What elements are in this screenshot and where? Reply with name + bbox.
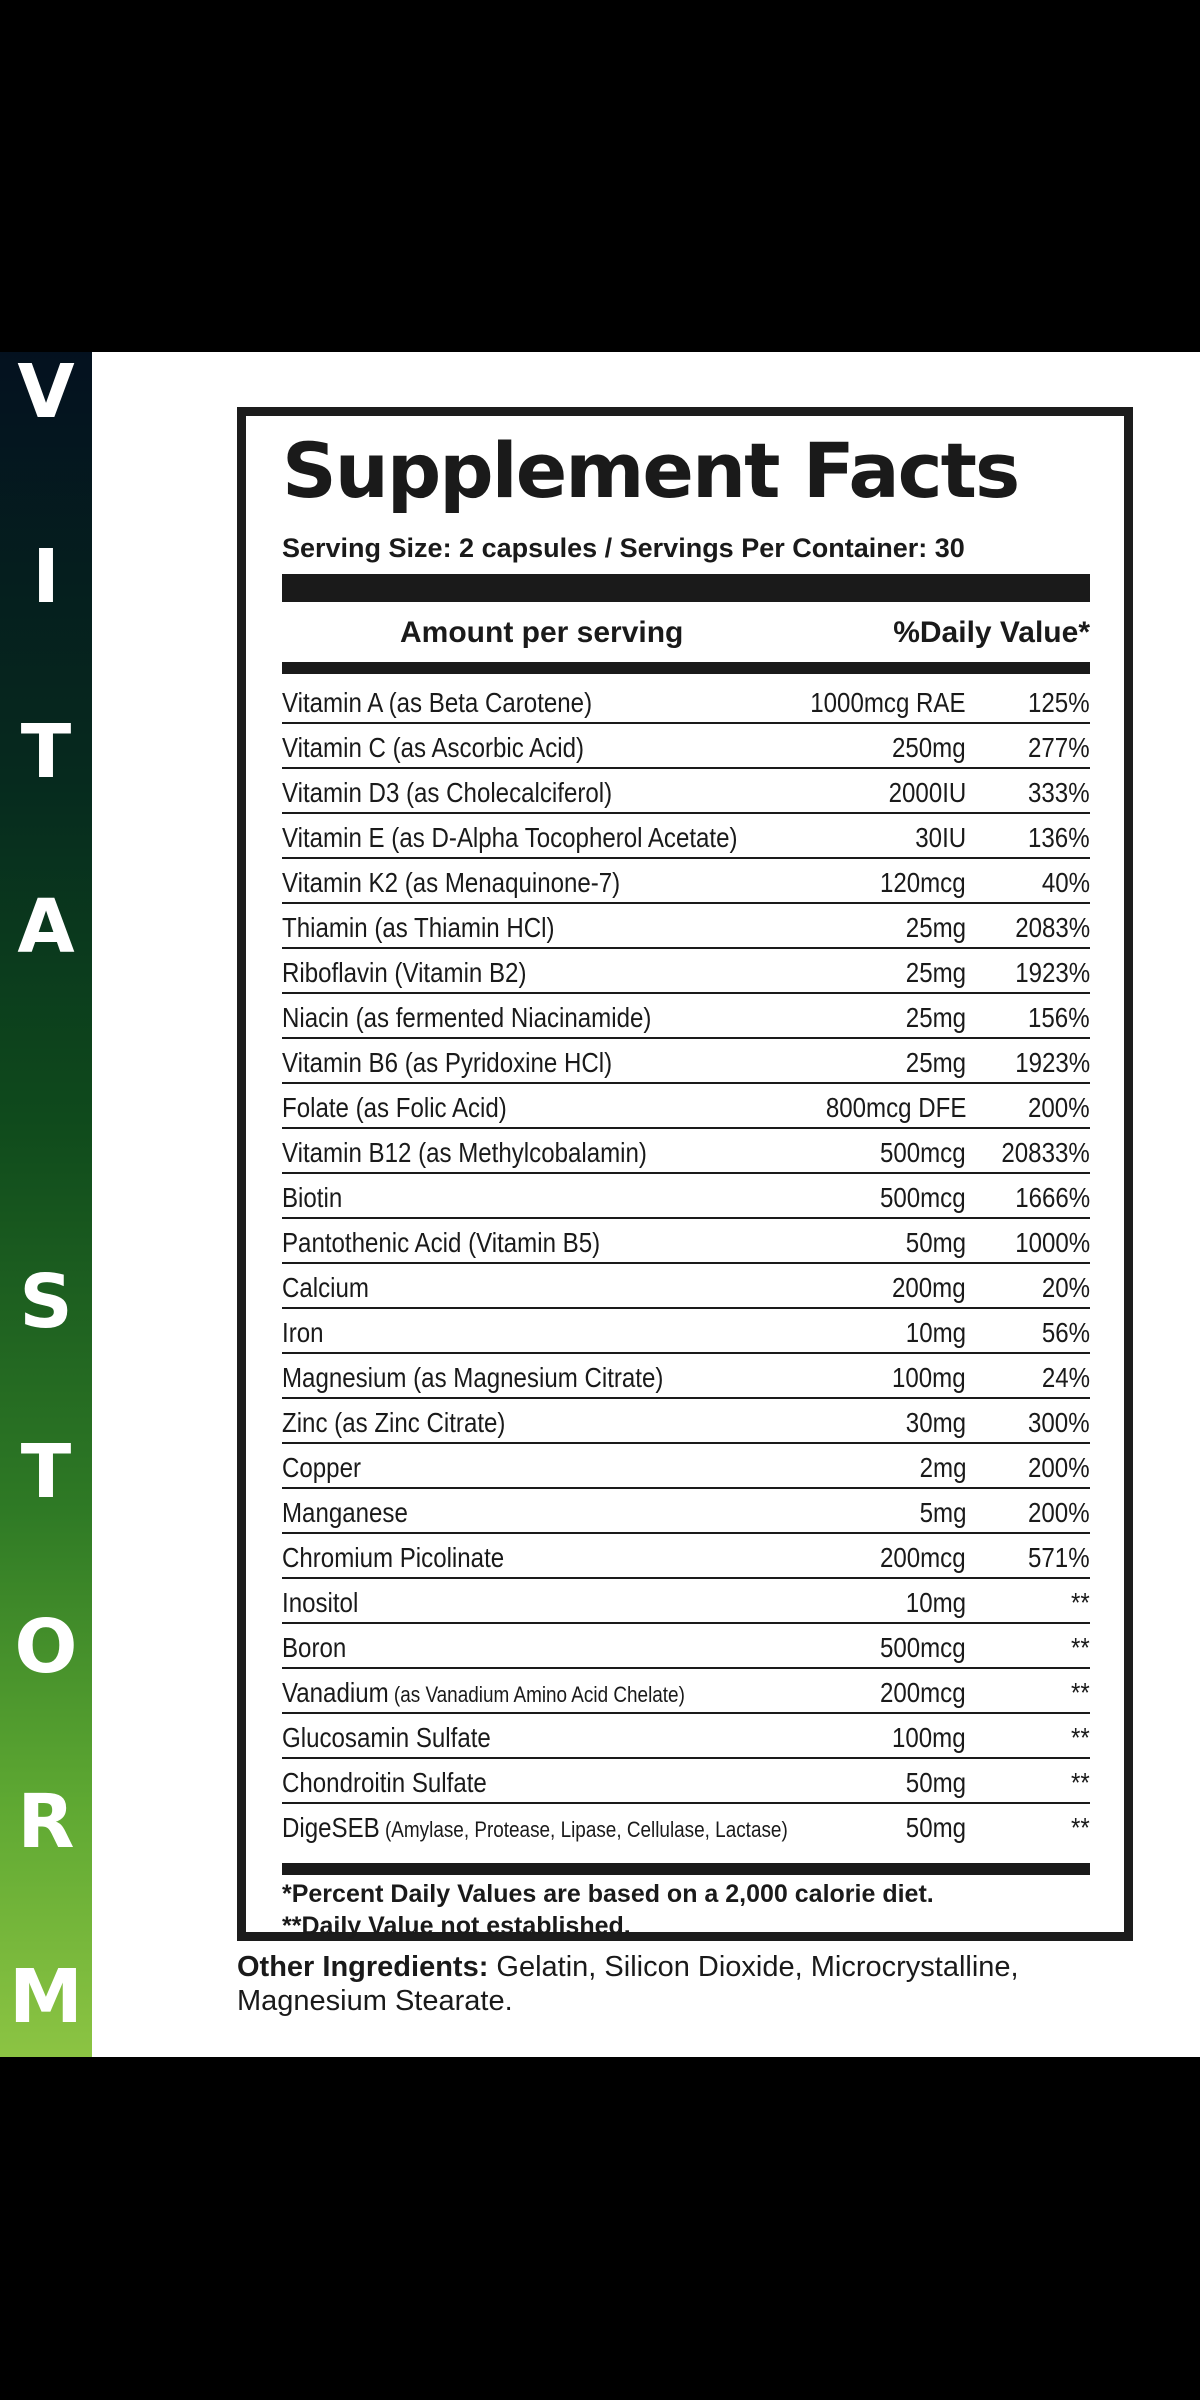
nutrient-name-main: Inositol [282,1587,359,1618]
nutrient-amount: 25mg [905,1002,966,1033]
table-header [282,606,1090,658]
nutrient-name-main: Vanadium [282,1677,389,1708]
nutrient-amount: 800mcg DFE [825,1092,966,1123]
nutrient-amount: 30IU [915,822,966,853]
nutrient-daily-value: 1923% [1015,1047,1090,1078]
brand-letter: M [9,1954,83,2040]
nutrient-amount: 50mg [905,1767,966,1798]
nutrient-name-main: DigeSEB [282,1812,380,1843]
nutrient-daily-value: 300% [1028,1407,1090,1438]
facts-title: Supplement Facts [282,426,1019,515]
nutrient-name-detail: (Amylase, Protease, Lipase, Cellulase, Lactase) [379,1817,788,1842]
nutrient-name [282,1677,685,1709]
nutrient-daily-value: 200% [1028,1092,1090,1123]
nutrient-daily-value: 56% [1041,1317,1090,1348]
nutrient-name [282,1407,505,1439]
nutrient-amount: 2000IU [888,777,966,808]
nutrient-name [282,1362,663,1394]
nutrient-amount: 1000mcg RAE [810,687,966,718]
nutrient-daily-value: ** [1071,1632,1090,1663]
other-ingredients [237,1950,1117,2018]
nutrient-daily-value: ** [1071,1812,1090,1843]
nutrient-daily-value: 156% [1028,1002,1090,1033]
nutrient-name [282,1722,491,1754]
nutrient-daily-value: ** [1071,1587,1090,1618]
nutrient-name-main: Vitamin K2 (as Menaquinone-7) [282,867,621,898]
table-row [282,1714,1090,1759]
thick-divider-top [282,574,1090,602]
nutrient-amount: 25mg [905,912,966,943]
nutrient-daily-value: ** [1071,1722,1090,1753]
supplement-facts-box [237,407,1133,1941]
footnote-daily-values: *Percent Daily Values are based on a 2,000 calorie diet. [282,1880,934,1908]
nutrient-name [282,1092,507,1124]
nutrient-amount: 30mg [905,1407,966,1438]
footnotes [282,1878,934,1942]
nutrient-daily-value: 20833% [1001,1137,1090,1168]
nutrient-daily-value: 40% [1041,867,1090,898]
nutrient-name-main: Magnesium (as Magnesium Citrate) [282,1362,664,1393]
nutrient-name-main: Calcium [282,1272,369,1303]
table-row [282,1129,1090,1174]
nutrient-daily-value: ** [1071,1767,1090,1798]
table-row [282,1759,1090,1804]
nutrient-name-main: Biotin [282,1182,343,1213]
nutrient-name-main: Niacin (as fermented Niacinamide) [282,1002,652,1033]
thick-divider-mid [282,662,1090,674]
nutrient-table [282,679,1090,1849]
nutrient-name [282,822,738,854]
table-row [282,769,1090,814]
nutrient-daily-value: 277% [1028,732,1090,763]
table-row [282,1624,1090,1669]
nutrient-name-main: Boron [282,1632,347,1663]
nutrient-amount: 200mcg [880,1677,966,1708]
table-row [282,859,1090,904]
nutrient-amount: 500mcg [880,1632,966,1663]
nutrient-name-main: Vitamin B12 (as Methylcobalamin) [282,1137,647,1168]
nutrient-daily-value: 571% [1028,1542,1090,1573]
nutrient-daily-value: 1666% [1015,1182,1090,1213]
serving-info: Serving Size: 2 capsules / Servings Per Container: 30 [282,533,965,563]
nutrient-name [282,957,526,989]
nutrient-name [282,867,620,899]
nutrient-name [282,1542,504,1574]
brand-letter: R [17,1779,75,1865]
nutrient-amount: 250mg [892,732,966,763]
nutrient-name-main: Chondroitin Sulfate [282,1767,487,1798]
table-row [282,1489,1090,1534]
nutrient-name-main: Glucosamin Sulfate [282,1722,491,1753]
nutrient-amount: 500mcg [880,1182,966,1213]
nutrient-amount: 200mcg [880,1542,966,1573]
nutrient-amount: 25mg [905,957,966,988]
table-row [282,1264,1090,1309]
table-row [282,1579,1090,1624]
nutrient-daily-value: 24% [1041,1362,1090,1393]
nutrient-daily-value: 200% [1028,1452,1090,1483]
table-row [282,949,1090,994]
table-row [282,994,1090,1039]
brand-letter: T [20,709,72,795]
nutrient-amount: 100mg [892,1362,966,1393]
nutrient-name-main: Folate (as Folic Acid) [282,1092,507,1123]
table-row [282,1534,1090,1579]
nutrient-name-main: Iron [282,1317,324,1348]
table-row [282,1039,1090,1084]
nutrient-amount: 2mg [919,1452,966,1483]
header-amount-per-serving: Amount per serving [400,616,684,649]
nutrient-amount: 10mg [905,1317,966,1348]
nutrient-name-main: Vitamin D3 (as Cholecalciferol) [282,777,613,808]
nutrient-daily-value: 1000% [1015,1227,1090,1258]
nutrient-name [282,1317,323,1349]
nutrient-amount: 120mcg [880,867,966,898]
content-panel [0,349,1200,2057]
nutrient-name-main: Thiamin (as Thiamin HCl) [282,912,555,943]
nutrient-name [282,912,555,944]
nutrient-name [282,1587,358,1619]
nutrient-name [282,1452,361,1484]
nutrient-daily-value: 333% [1028,777,1090,808]
nutrient-name-main: Chromium Picolinate [282,1542,505,1573]
table-row [282,1399,1090,1444]
nutrient-name-main: Manganese [282,1497,408,1528]
nutrient-name [282,1632,346,1664]
nutrient-amount: 25mg [905,1047,966,1078]
nutrient-name [282,687,592,719]
brand-letter: S [19,1259,73,1345]
nutrient-name-main: Vitamin B6 (as Pyridoxine HCl) [282,1047,613,1078]
nutrient-daily-value: 125% [1028,687,1090,718]
nutrient-name-main: Vitamin C (as Ascorbic Acid) [282,732,585,763]
nutrient-name-main: Pantothenic Acid (Vitamin B5) [282,1227,601,1258]
nutrient-name [282,1227,600,1259]
nutrient-name [282,1497,408,1529]
nutrient-name-main: Copper [282,1452,361,1483]
nutrient-daily-value: 2083% [1015,912,1090,943]
table-row [282,1309,1090,1354]
table-row [282,1084,1090,1129]
table-row [282,1354,1090,1399]
nutrient-name [282,1137,647,1169]
nutrient-name-main: Vitamin E (as D-Alpha Tocopherol Acetate) [282,822,738,853]
nutrient-daily-value: 20% [1041,1272,1090,1303]
footnote-not-established: **Daily Value not established. [282,1912,631,1940]
nutrient-amount: 100mg [892,1722,966,1753]
nutrient-name-main: Vitamin A (as Beta Carotene) [282,687,593,718]
table-row [282,1669,1090,1714]
nutrient-name [282,1002,651,1034]
table-row [282,1174,1090,1219]
brand-letter: A [17,884,75,970]
nutrient-amount: 200mg [892,1272,966,1303]
brand-letter: O [14,1604,78,1690]
nutrient-name [282,777,612,809]
brand-letter: V [17,349,75,435]
table-row [282,1804,1090,1849]
nutrient-name-detail: (as Vanadium Amino Acid Chelate) [388,1682,685,1707]
nutrient-daily-value: 200% [1028,1497,1090,1528]
nutrient-amount: 5mg [919,1497,966,1528]
table-row [282,1219,1090,1264]
nutrient-name-main: Zinc (as Zinc Citrate) [282,1407,506,1438]
nutrient-name [282,1182,342,1214]
nutrient-amount: 500mcg [880,1137,966,1168]
table-row [282,679,1090,724]
nutrient-amount: 10mg [905,1587,966,1618]
header-daily-value: %Daily Value* [893,616,1090,649]
brand-letter: I [32,534,60,620]
nutrient-name [282,1812,788,1844]
thick-divider-bottom [282,1863,1090,1875]
nutrient-name [282,1767,487,1799]
other-ingredients-label: Other Ingredients: [237,1951,489,1983]
table-row [282,904,1090,949]
nutrient-name [282,732,584,764]
nutrient-name-main: Riboflavin (Vitamin B2) [282,957,527,988]
table-row [282,724,1090,769]
table-row [282,1444,1090,1489]
table-row [282,814,1090,859]
nutrient-name [282,1047,612,1079]
nutrient-daily-value: ** [1071,1677,1090,1708]
nutrient-amount: 50mg [905,1812,966,1843]
brand-letter: T [20,1429,72,1515]
brand-side-strip [0,349,92,2057]
other-ingredients-text: Gelatin, Silicon Dioxide, Microcrystalline, Magnesium Stearate. [237,1951,1019,2017]
nutrient-amount: 50mg [905,1227,966,1258]
nutrient-daily-value: 136% [1028,822,1090,853]
nutrient-daily-value: 1923% [1015,957,1090,988]
nutrient-name [282,1272,369,1304]
